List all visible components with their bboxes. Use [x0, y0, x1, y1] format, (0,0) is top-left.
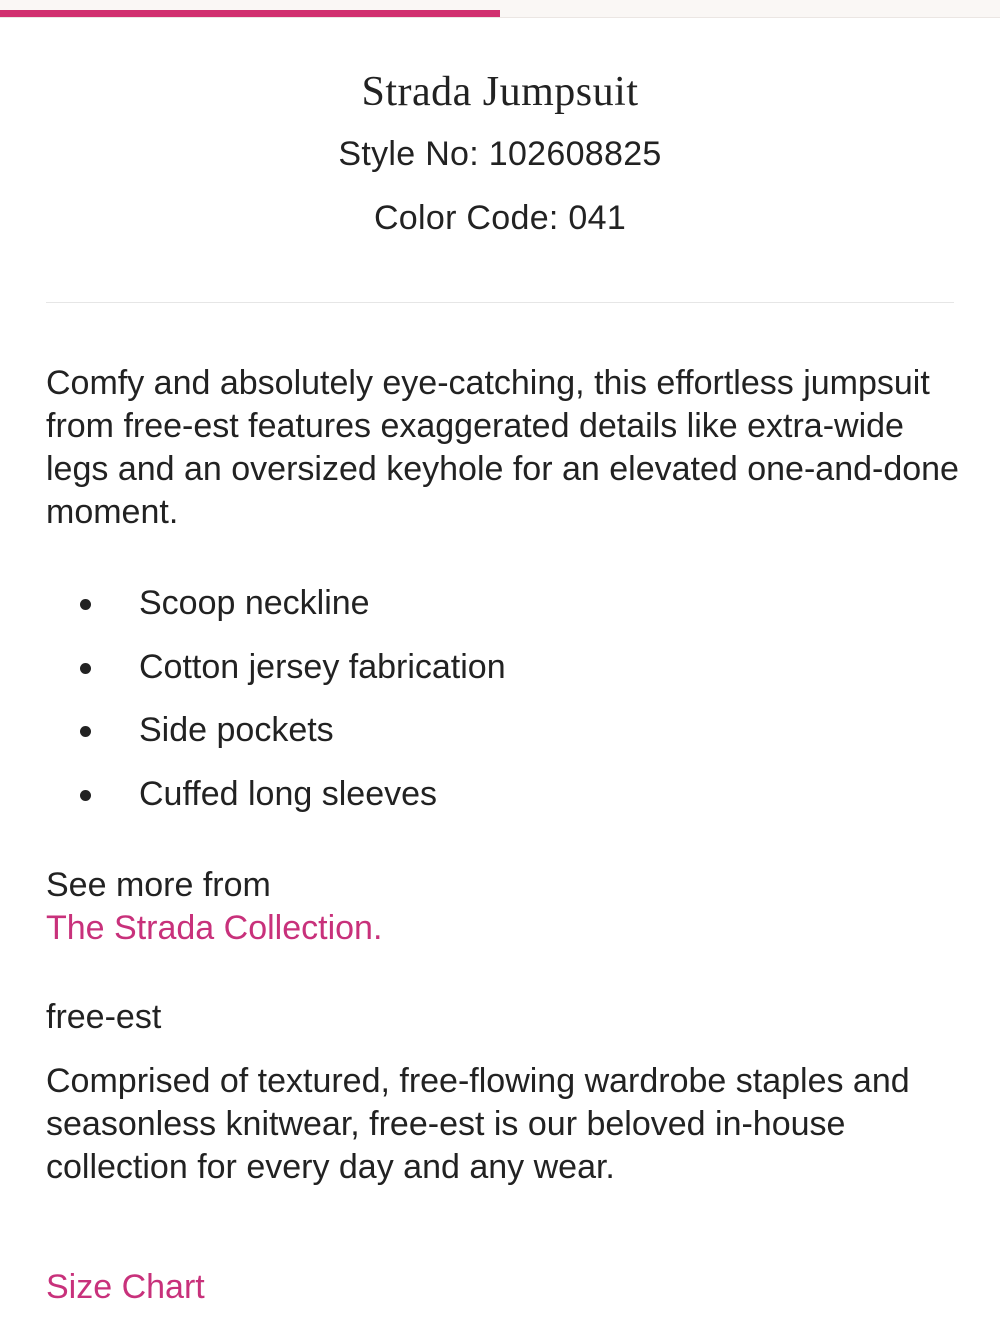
bullet-icon — [80, 790, 91, 801]
product-details — [46, 362, 966, 1189]
progress-bar-fill — [0, 10, 500, 17]
feature-item — [46, 699, 966, 763]
feature-item — [46, 636, 966, 700]
product-title: Strada Jumpsuit — [361, 69, 639, 115]
bullet-icon — [80, 663, 91, 674]
see-more-label: See more from — [46, 866, 271, 904]
color-code: Color Code: 041 — [373, 199, 627, 237]
bullet-icon — [80, 599, 91, 610]
feature-text: Cotton jersey fabrication — [139, 647, 506, 686]
feature-text: Scoop neckline — [139, 584, 370, 622]
feature-text: Side pockets — [139, 711, 334, 749]
section-divider — [46, 302, 954, 303]
brand-name: free-est — [46, 998, 162, 1036]
see-more-block — [46, 864, 966, 950]
bullet-icon — [80, 726, 91, 737]
product-header — [0, 62, 1000, 250]
feature-item — [46, 763, 966, 827]
feature-list — [46, 572, 966, 826]
feature-text: Cuffed long sleeves — [139, 774, 438, 813]
collection-link[interactable]: The Strada Collection. — [46, 909, 383, 947]
product-description: Comfy and absolutely eye-catching, this effortless jumpsuit from free-est features exaggerated details like extra-wide legs and an oversized keyhole for an elevated one-and-done moment. — [46, 364, 959, 531]
feature-item — [46, 572, 966, 636]
size-chart-link[interactable]: Size Chart — [46, 1268, 205, 1306]
brand-description: Comprised of textured, free-flowing wardrobe staples and seasonless knitwear, free-est is our beloved in-house collection for every day and any wear. — [46, 1062, 910, 1186]
progress-track — [0, 0, 1000, 18]
style-number: Style No: 102608825 — [338, 135, 662, 173]
